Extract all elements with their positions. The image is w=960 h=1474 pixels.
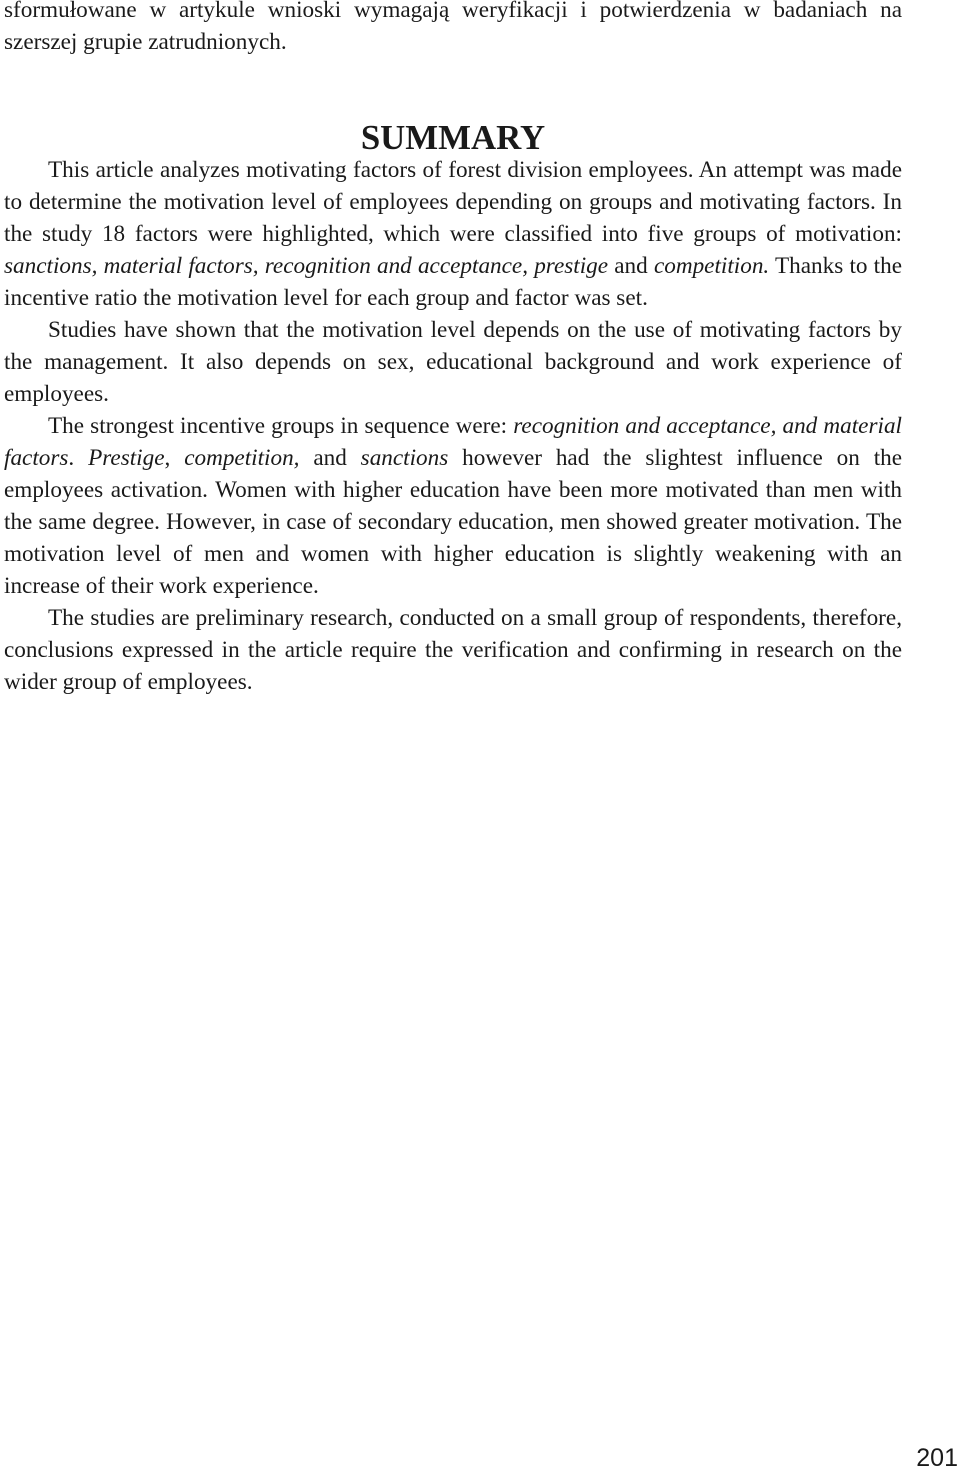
italic-terms: competition.: [653, 253, 770, 279]
italic-terms: sanctions, material factors, recognition and acceptance, prestige: [4, 253, 609, 279]
page-number: 201: [916, 1444, 958, 1472]
paragraph-text: and: [299, 445, 361, 471]
italic-terms: recognition and acceptance, and material factors: [4, 413, 902, 471]
summary-paragraph-1: [4, 154, 902, 314]
italic-terms: sanctions: [360, 445, 449, 471]
summary-paragraph-3: [4, 410, 902, 602]
summary-heading: SUMMARY: [360, 118, 546, 157]
paragraph-text: ,: [164, 445, 185, 471]
page-content: [4, 0, 902, 698]
paragraph-text: and: [608, 253, 654, 279]
intro-paragraph: sformułowane w artykule wnioski wymagają weryfikacji i potwierdzenia w badaniach na szerszej grupie zatrudnionych.: [4, 0, 902, 55]
summary-paragraph-2: Studies have shown that the motivation level depends on the use of motivating factors by the management. It also depends on sex, educational background and work experience of employees.: [4, 317, 902, 407]
summary-paragraph-4: The studies are preliminary research, conducted on a small group of respondents, therefore, conclusions expressed in the article require the verification and confirming in research on the wider group of employees.: [4, 605, 902, 695]
paragraph-text: Thanks to the incentive ratio the motivation level for each group and factor was set.: [4, 253, 902, 311]
paragraph-text: however had the slightest influence on the employees activation. Women with higher education have been more motivated than men with the same degree. However, in case of secondary education, men showed greater motivation. The motivation level of men and women with higher education is slightly weakening with an increase of their work experience.: [4, 445, 903, 599]
paragraph-text: The strongest incentive groups in sequence were:: [48, 413, 514, 439]
paragraph-text: This article analyzes motivating factors of forest division employees. An attempt was made to determine the motivation level of employees depending on groups and motivating factors. In the study 18 factors were highlighted, which were classified into five groups of motivation:: [4, 157, 902, 247]
paragraph-text: .: [68, 445, 89, 471]
italic-terms: Prestige: [88, 445, 165, 471]
italic-terms: competition,: [184, 445, 300, 471]
section-spacer: [4, 58, 902, 122]
